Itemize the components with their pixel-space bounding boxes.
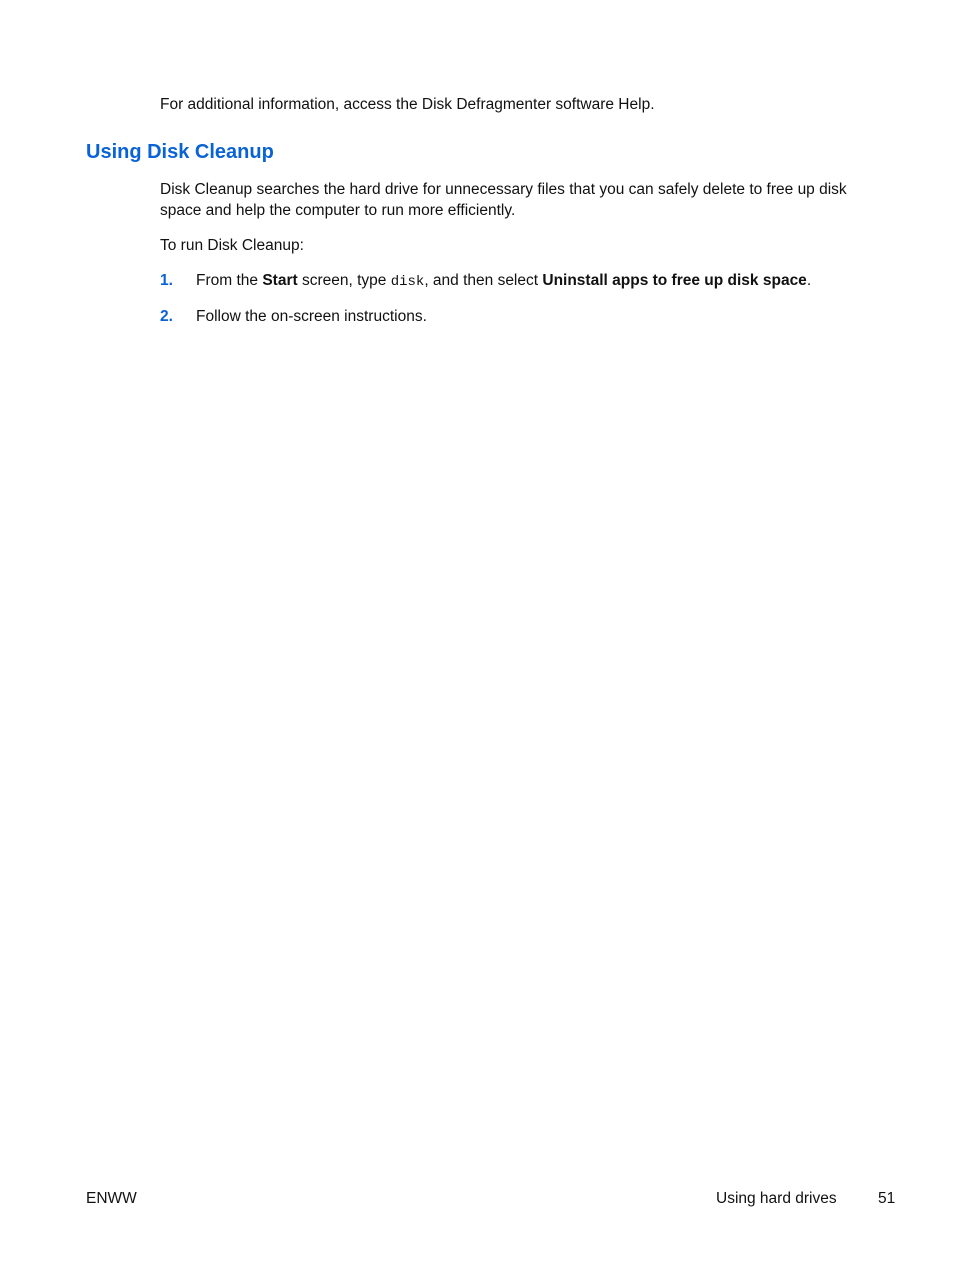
typed-command: disk	[390, 274, 425, 290]
step-number: 2.	[160, 308, 173, 325]
footer-page-number: 51	[878, 1190, 896, 1207]
section-heading: Using Disk Cleanup	[86, 141, 274, 163]
uninstall-apps-term: Uninstall apps to free up disk space	[542, 272, 807, 289]
start-screen-term: Start	[262, 272, 298, 289]
step-text-part: , and then select	[424, 272, 543, 289]
instruction-lead: To run Disk Cleanup:	[160, 237, 304, 254]
step-text	[196, 270, 811, 293]
footer-locale-code: ENWW	[86, 1190, 137, 1207]
step-text-part: screen, type	[297, 272, 391, 289]
step-text-part: From the	[196, 272, 263, 289]
description-paragraph: Disk Cleanup searches the hard drive for unnecessary files that you can safely delete to free up disk space and help the computer to run more efficiently.	[160, 181, 847, 219]
step-text-part: .	[806, 272, 812, 289]
step-text: Follow the on-screen instructions.	[196, 308, 427, 325]
intro-paragraph: For additional information, access the Disk Defragmenter software Help.	[160, 96, 655, 113]
step-number: 1.	[160, 272, 173, 289]
footer-chapter-title: Using hard drives	[716, 1190, 837, 1207]
